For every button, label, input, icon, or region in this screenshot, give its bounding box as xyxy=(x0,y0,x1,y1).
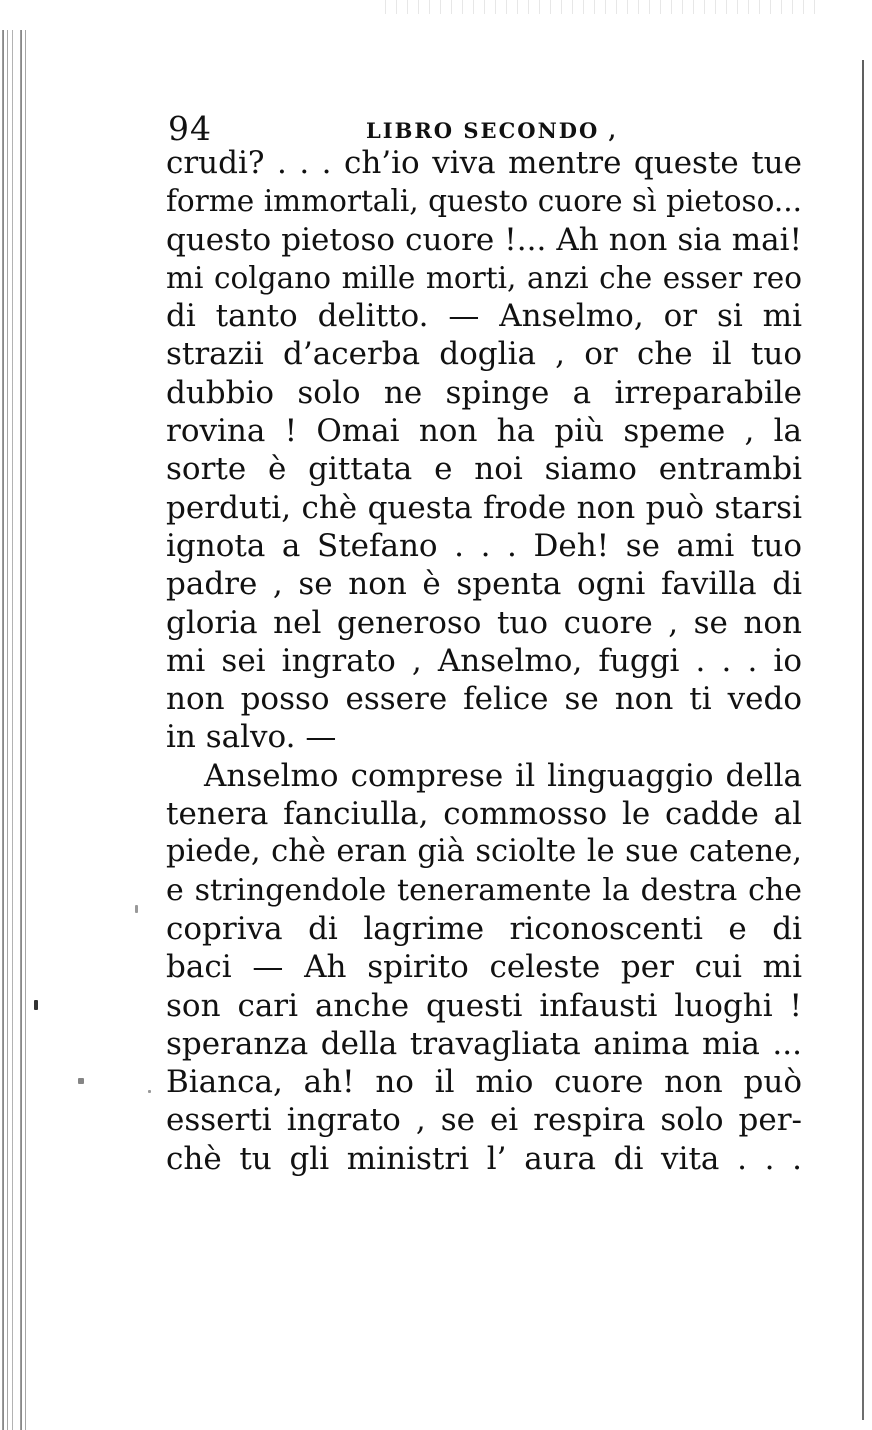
text-line: questo pietoso cuore !... Ah non sia mai! xyxy=(166,221,802,258)
scan-speck xyxy=(135,905,138,913)
text-line: padre , se non è spenta ogni favilla di xyxy=(166,566,802,603)
text-line: forme immortali, questo cuore sì pietoso... xyxy=(166,184,802,219)
text-line: chè tu gli ministri l’ aura di vita . . . xyxy=(166,1140,802,1177)
text-line: perduti, chè questa frode non può starsi xyxy=(166,489,802,526)
scan-speck xyxy=(34,1000,38,1010)
text-line: tenera fanciulla, commosso le cadde al xyxy=(166,796,802,833)
text-line: Anselmo comprese il linguaggio della xyxy=(204,757,802,794)
text-line: esserti ingrato , se ei respira solo per- xyxy=(166,1102,802,1139)
text-line: speranza della travagliata anima mia ... xyxy=(166,1025,802,1062)
text-line: sorte è gittata e noi siamo entrambi xyxy=(166,451,802,488)
text-line: Bianca, ah! no il mio cuore non può xyxy=(166,1064,802,1101)
text-line: e stringendole teneramente la destra che xyxy=(166,872,802,908)
text-line: gloria nel generoso tuo cuore , se non xyxy=(166,604,802,641)
text-line: baci — Ah spirito celeste per cui mi xyxy=(166,949,802,986)
scan-noise xyxy=(380,0,820,14)
text-line: rovina ! Omai non ha più speme , la xyxy=(166,413,802,450)
page-edge xyxy=(862,60,864,1420)
text-line: ignota a Stefano . . . Deh! se ami tuo xyxy=(166,527,802,564)
text-line: non posso essere felice se non ti vedo xyxy=(166,681,802,718)
text-line: in salvo. — xyxy=(166,719,337,756)
text-line: mi colgano mille morti, anzi che esser reo xyxy=(166,260,802,295)
body-text xyxy=(166,144,802,1178)
text-line: di tanto delitto. — Anselmo, or si mi xyxy=(166,298,802,335)
text-line: piede, chè eran già sciolte le sue catene, xyxy=(166,834,802,870)
binding-gutter xyxy=(0,30,30,1430)
text-line: copriva di lagrime riconoscenti e di xyxy=(166,910,802,947)
text-line: mi sei ingrato , Anselmo, fuggi . . . io xyxy=(166,642,802,679)
text-line: crudi? . . . ch’io viva mentre queste tue xyxy=(166,145,802,181)
text-line: dubbio solo ne spinge a irreparabile xyxy=(166,374,802,411)
running-title: LIBRO SECONDO , xyxy=(366,118,618,143)
scan-speck xyxy=(148,1090,151,1093)
page-number: 94 xyxy=(168,109,212,148)
scan-speck xyxy=(78,1078,84,1084)
text-line: son cari anche questi infausti luoghi ! xyxy=(166,987,802,1024)
text-line: strazii d’acerba doglia , or che il tuo xyxy=(166,336,802,373)
